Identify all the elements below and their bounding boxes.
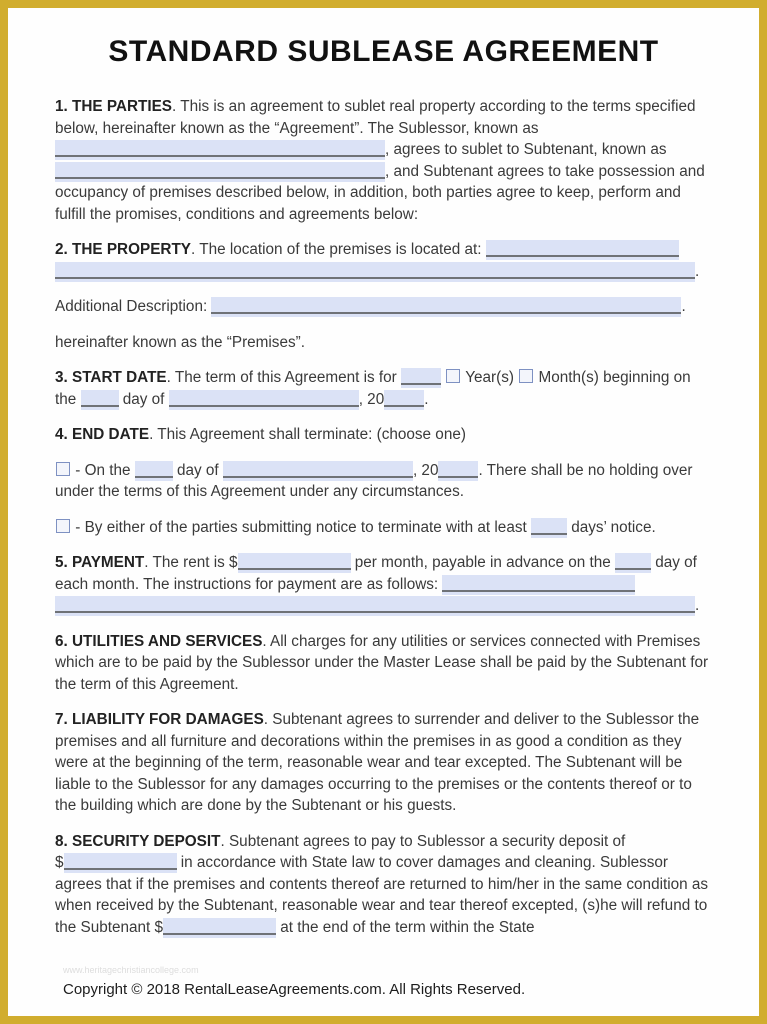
property-location-field[interactable]	[486, 240, 679, 257]
section-4-end-date: 4. END DATE. This Agreement shall terminate: (choose one)	[55, 426, 466, 443]
notice-termination-checkbox[interactable]	[56, 519, 70, 533]
section-6-utilities: 6. UTILITIES AND SERVICES. All charges for any utilities or services connected with Premises which are to be paid by the Sublessor under the Master Lease shall be paid by the Subtenant for the term of this Agreement.	[55, 632, 709, 693]
section-7-liability: 7. LIABILITY FOR DAMAGES. Subtenant agrees to surrender and deliver to the Sublessor the premises and all furniture and decorations within the premises in as good a condition as they were at the beginning of the term, reasonable wear and tear excepted. The Subtenant will be liable to the Sublessor for any damages occurring to the premises or the contents thereof or to the building which are done by the Subtenant or his guests.	[55, 711, 700, 814]
premises-note: hereinafter known as the “Premises”.	[55, 333, 305, 351]
section-3-start-date: 3. START DATE. The term of this Agreement is for Year(s) Month(s) beginning on the day of , 20 .	[55, 369, 691, 408]
payment-instructions-field-2[interactable]	[55, 596, 695, 613]
section-5-payment: 5. PAYMENT. The rent is $ per month, payable in advance on the day of each month. The instructions for payment are as follows: .	[55, 554, 700, 614]
additional-description: Additional Description: .	[55, 298, 686, 315]
notice-days-field[interactable]	[531, 518, 567, 535]
section-heading: 8. SECURITY DEPOSIT	[55, 832, 221, 850]
copyright-line: Copyright © 2018 RentalLeaseAgreements.com. All Rights Reserved.	[63, 980, 526, 998]
section-8-security-deposit: 8. SECURITY DEPOSIT. Subtenant agrees to pay to Sublessor a security deposit of $ in accordance with State law to cover damages and cleaning. Sublessor agrees that if the premises and contents thereof are returned to him/her in the same condition as when received by the Subtenant, reasonable wear and tear thereof excepted, (s)he will refund to the Subtenant $ at the end of the term within the State	[55, 832, 709, 936]
rent-amount-field[interactable]	[238, 553, 351, 570]
payment-instructions-field[interactable]	[442, 575, 635, 592]
start-year-field[interactable]	[384, 390, 424, 407]
rent-due-day-field[interactable]	[615, 553, 651, 570]
end-day-field[interactable]	[135, 461, 173, 478]
end-month-field[interactable]	[223, 461, 413, 478]
watermark: www.heritagechristiancollege.com	[63, 964, 199, 975]
month-checkbox[interactable]	[519, 369, 533, 383]
subtenant-name-field[interactable]	[55, 162, 385, 179]
section-heading: 4. END DATE	[55, 426, 150, 443]
additional-description-field[interactable]	[211, 297, 681, 314]
section-heading: 6. UTILITIES AND SERVICES	[55, 632, 263, 650]
security-deposit-field[interactable]	[64, 853, 177, 870]
footer	[55, 965, 712, 1001]
end-date-option-notice: - By either of the parties submitting notice to terminate with at least days’ notice.	[55, 517, 712, 539]
term-length-field[interactable]	[401, 368, 441, 385]
sublessor-name-field[interactable]	[55, 140, 385, 157]
year-checkbox[interactable]	[446, 369, 460, 383]
section-1-the-parties: 1. THE PARTIES. This is an agreement to sublet real property according to the terms specified below, hereinafter known as the “Agreement”. The Sublessor, known as , agrees to sublet to Subtenant, known as , and Subtenant agrees to take possession and occupancy of premises described below, in addition, both parties agree to keep, perform and fulfill the promises, conditions and agreements below:	[55, 98, 705, 223]
document-title: STANDARD SUBLEASE AGREEMENT	[108, 35, 659, 68]
start-day-field[interactable]	[81, 390, 119, 407]
section-2-the-property: 2. THE PROPERTY. The location of the premises is located at: .	[55, 241, 700, 280]
end-date-option-fixed: - On the day of , 20 . There shall be no holding over under the terms of this Agreement under any circumstances.	[55, 461, 693, 500]
section-heading: 7. LIABILITY FOR DAMAGES	[55, 711, 264, 728]
start-month-field[interactable]	[169, 390, 359, 407]
end-year-field[interactable]	[438, 461, 478, 478]
fixed-end-date-checkbox[interactable]	[56, 462, 70, 476]
refund-amount-field[interactable]	[163, 918, 276, 935]
section-heading: 3. START DATE	[55, 369, 167, 386]
section-heading: 5. PAYMENT	[55, 554, 145, 571]
section-heading: 1. THE PARTIES	[55, 98, 173, 115]
section-heading: 2. THE PROPERTY	[55, 241, 191, 258]
document-body	[55, 96, 712, 938]
property-location-field-2[interactable]	[55, 262, 695, 279]
